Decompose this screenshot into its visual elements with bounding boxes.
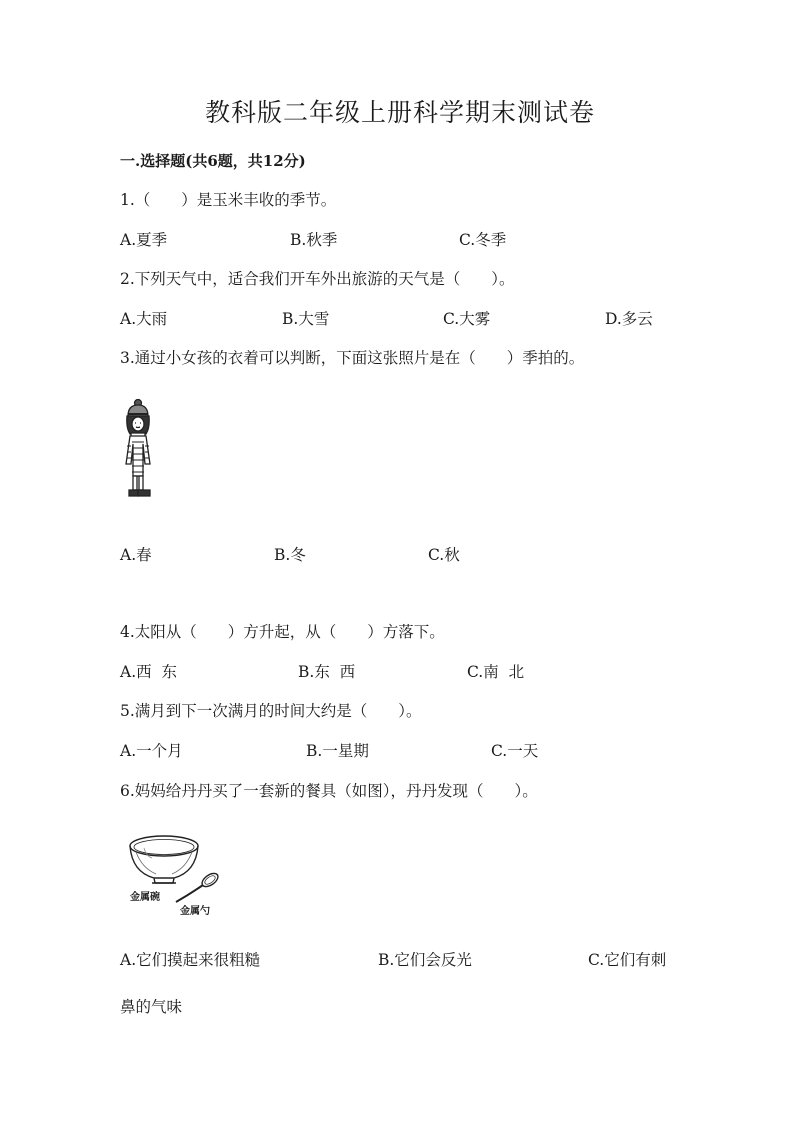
bowl-label: 金属碗 [130, 892, 160, 903]
section-heading: 一.选择题(共6题，共12分) [120, 152, 306, 170]
question-1-option-a: A.夏季 [120, 231, 168, 249]
question-1-stem: 1.（ ）是玉米丰收的季节。 [120, 191, 337, 209]
question-2-option-a: A.大雨 [120, 310, 168, 328]
question-6-stem: 6.妈妈给丹丹买了一套新的餐具（如图），丹丹发现（ ）。 [120, 782, 538, 800]
question-2-stem: 2.下列天气中，适合我们开车外出旅游的天气是（ ）。 [120, 270, 515, 288]
question-5-stem: 5.满月到下一次满月的时间大约是（ ）。 [120, 702, 422, 720]
question-1-option-b: B.秋季 [290, 231, 338, 249]
question-3-option-b: B.冬 [274, 546, 306, 564]
question-3-option-a: A.春 [120, 546, 152, 564]
question-5-option-b: B.一星期 [306, 742, 369, 760]
question-6-option-c: C.它们有刺 [588, 951, 667, 969]
question-6-option-c-continuation: 鼻的气味 [120, 998, 183, 1016]
spoon-label: 金属勺 [180, 906, 210, 917]
question-6-option-b: B.它们会反光 [378, 951, 472, 969]
question-2-option-c: C.大雾 [443, 310, 491, 328]
question-5-option-c: C.一天 [491, 742, 539, 760]
question-4-stem: 4.太阳从（ ）方升起，从（ ）方落下。 [120, 623, 445, 641]
question-3-stem: 3.通过小女孩的衣着可以判断，下面这张照片是在（ ）季拍的。 [120, 349, 585, 367]
question-5-option-a: A.一个月 [120, 742, 183, 760]
question-1-option-c: C.冬季 [459, 231, 507, 249]
question-2-option-d: D.多云 [605, 310, 653, 328]
question-4-option-c: C.南 北 [467, 663, 525, 681]
question-3-option-c: C.秋 [428, 546, 460, 564]
question-6-option-a: A.它们摸起来很粗糙 [120, 951, 261, 969]
question-4-option-b: B.东 西 [298, 663, 356, 681]
metal-bowl-and-spoon-illustration [122, 828, 226, 918]
question-4-option-a: A.西 东 [120, 663, 177, 681]
page-title: 教科版二年级上册科学期末测试卷 [204, 98, 595, 127]
question-2-option-b: B.大雪 [282, 310, 330, 328]
girl-in-winter-clothes-illustration [118, 396, 162, 502]
